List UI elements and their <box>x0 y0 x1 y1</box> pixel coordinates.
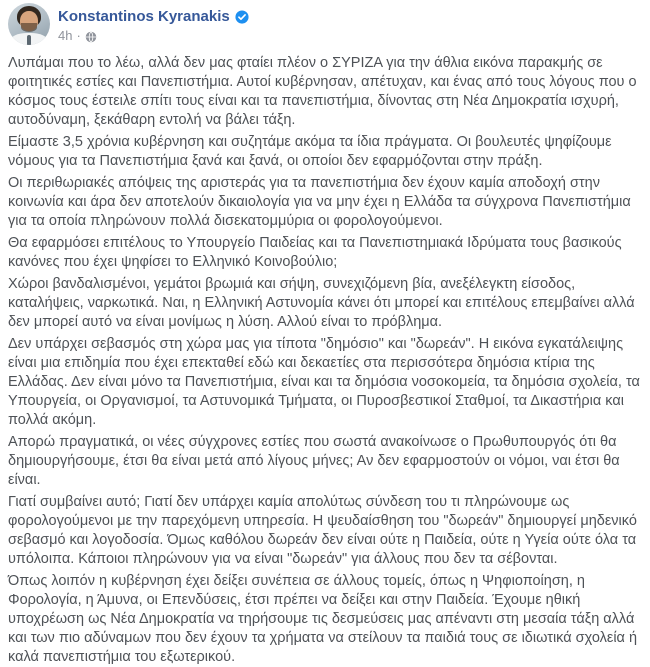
avatar-beard <box>21 23 37 32</box>
verified-badge-icon <box>235 10 249 24</box>
post-paragraph: Θα εφαρμόσει επιτέλους το Υπουργείο Παιδείας και τα Πανεπιστημιακά Ιδρύματα τους βασικούς κανόνες που έχει ψηφίσει το Ελληνικό Κοινοβούλιο; <box>8 235 622 270</box>
author-name-link[interactable]: Konstantinos Kyranakis <box>58 8 230 25</box>
post-meta <box>58 28 249 44</box>
post-paragraph: Δεν υπάρχει σεβασμός στη χώρα μας για τίποτα "δημόσιο" και "δωρεάν". Η εικόνα εγκατάλειψης είναι μια επιδημία που έχει επεκταθεί εδώ και δεκαετίες στα περισσότερα δημόσια κτίρια της Ελλάδας. Δεν είναι μόνο τα Πανεπιστήμια, είναι και τα δημόσια νοσοκομεία, τα δημόσια σχολεία, τα Υπουργεία, οι Οργανισμοί, τα Αστυνομικά Τμήματα, οι Πυροσβεστικοί Σταθμοί, τα Δικαστήρια και πολλά ακόμη. <box>8 336 640 428</box>
meta-separator: · <box>76 28 81 43</box>
post-paragraph: Είμαστε 3,5 χρόνια κυβέρνηση και συζητάμε ακόμα τα ίδια πράγματα. Οι βουλευτές ψηφίζουμε νόμους για τα Πανεπιστήμια ξανά και ξανά, οι οποίοι δεν εφαρμόζονται στην πράξη. <box>8 134 612 169</box>
post-text <box>0 45 650 667</box>
post-header <box>0 0 650 45</box>
header-text <box>58 3 249 44</box>
post-paragraph: Λυπάμαι που το λέω, αλλά δεν μας φταίει πλέον ο ΣΥΡΙΖΑ για την άθλια εικόνα παρακμής σε φοιτητικές εστίες και Πανεπιστήμια. Αυτοί κυβέρνησαν, απέτυχαν, και ένας από τους λόγους που ο κόσμος τους έστειλε σπίτι τους είναι και τα πανεπιστήμια, δίνοντας στη Νέα Δημοκρατία ισχυρή, αυτοδύναμη, ξεκάθαρη εντολή να βάλει τάξη. <box>8 55 637 128</box>
post-paragraph: Γιατί συμβαίνει αυτό; Γιατί δεν υπάρχει καμία απολύτως σύνδεση του τι πληρώνουμε ως φορολογούμενοι με την παρεχόμενη υπηρεσία. Η ψευδαίσθηση του "δωρεάν" δημιουργεί μηδενικό σεβασμό και λογοδοσία. Όμως καθόλου δωρεάν δεν είναι ούτε η Παιδεία, ούτε η Υγεία ούτε όλα τα υπόλοιπα. Κάποιοι πληρώνουν για να είναι "δωρεάν" για άλλους που δεν τα σέβονται. <box>8 494 637 567</box>
post-paragraph: Οι περιθωριακές απόψεις της αριστεράς για τα πανεπιστήμια δεν έχουν καμία αποδοχή στην κοινωνία και άρα δεν αποτελούν δικαιολογία για να μην έχει η Ελλάδα τα σύγχρονα Πανεπιστήμια για τα οποία πληρώνουν πολλά δισεκατομμύρια οι φορολογούμενοι. <box>8 175 631 229</box>
profile-picture[interactable] <box>8 3 50 45</box>
globe-public-icon <box>85 31 97 43</box>
post-paragraph: Απορώ πραγματικά, οι νέες σύγχρονες εστίες που σωστά ανακοίνωσε ο Πρωθυπουργός ότι θα δημιουργήσουμε, έτσι θα είναι μετά από λίγους μήνες; Αν δεν εφαρμοστούν οι νόμοι, ναι έτσι θα είναι. <box>8 434 620 488</box>
post-paragraph: Όπως λοιπόν η κυβέρνηση έχει δείξει συνέπεια σε άλλους τομείς, όπως η Ψηφιοποίηση, η Φορολογία, η Άμυνα, οι Επενδύσεις, έτσι πρέπει να δείξει και στην Παιδεία. Έχουμε ηθική υποχρέωση ως Νέα Δημοκρατία να τηρήσουμε τις δεσμεύσεις μας απέναντι στη μεσαία τάξη αλλά και των πιο αδύναμων που δεν έχουν τα χρήματα να στείλουν τα παιδιά τους σε ιδιωτικά σχολεία ή καλά πανεπιστήμια του εξωτερικού. <box>8 573 638 665</box>
timestamp-link[interactable]: 4h <box>58 28 73 43</box>
post-paragraph: Χώροι βανδαλισμένοι, γεμάτοι βρωμιά και σήψη, συνεχιζόμενη βία, ανεξέλεγκτη είσοδος, καταλήψεις, ναρκωτικά. Ναι, η Ελληνική Αστυνομία κάνει ότι μπορεί και επιτέλους επεμβαίνει αλλά δεν μπορεί αυτό να είναι μονίμως η λύση. Αλλού είναι το πρόβλημα. <box>8 276 635 330</box>
avatar-tie <box>27 35 31 45</box>
